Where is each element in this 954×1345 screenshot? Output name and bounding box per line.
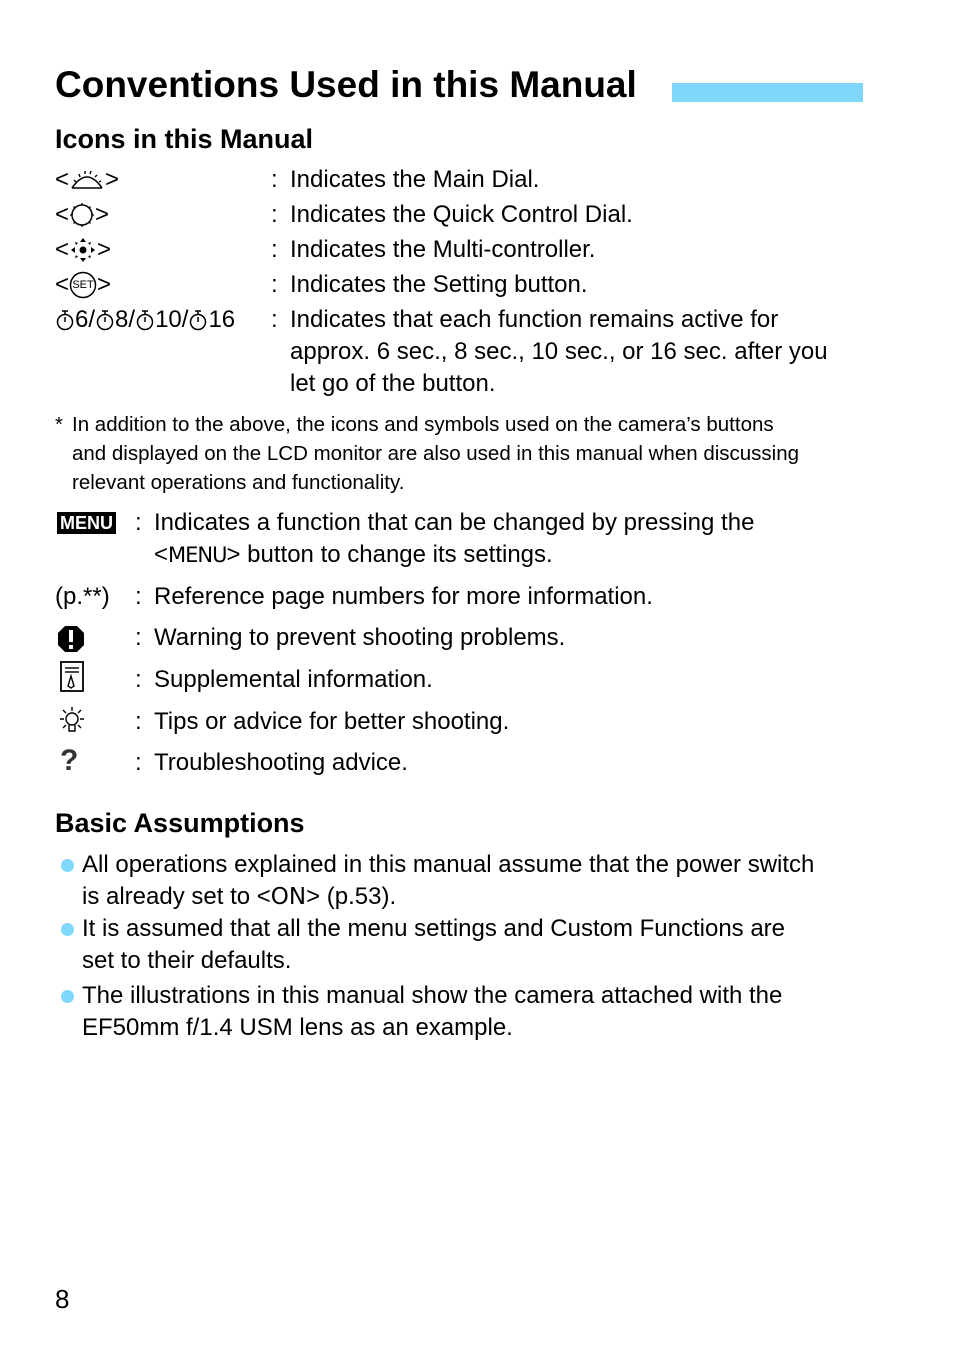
supplemental-symbol xyxy=(58,660,86,699)
tips-symbol xyxy=(56,705,88,742)
timer-desc-line-3: let go of the button. xyxy=(290,370,496,397)
note-mark: * xyxy=(55,413,63,436)
page-ref-symbol: (p.**) xyxy=(55,583,110,610)
main-dial-icon xyxy=(69,168,105,192)
bullet-icon xyxy=(61,923,74,936)
quick-control-dial-desc: Indicates the Quick Control Dial. xyxy=(290,201,633,228)
supplemental-desc: Supplemental information. xyxy=(154,666,433,693)
assumption-2-line-2: set to their defaults. xyxy=(82,947,292,974)
quick-control-dial-symbol: < > xyxy=(55,201,110,228)
troubleshoot-icon: ? xyxy=(60,744,79,777)
memo-icon xyxy=(58,660,86,694)
title-accent-bar xyxy=(672,83,863,102)
note-line-3: relevant operations and functionality. xyxy=(72,471,405,494)
tips-desc: Tips or advice for better shooting. xyxy=(154,708,510,735)
assumption-1-line-1: All operations explained in this manual assume that the power switch xyxy=(82,851,815,878)
assumption-2-line-1: It is assumed that all the menu settings and Custom Functions are xyxy=(82,915,786,942)
icons-section-heading: Icons in this Manual xyxy=(55,124,314,154)
menu-desc-line-1: Indicates a function that can be changed by pressing the xyxy=(154,509,755,536)
troubleshoot-desc: Troubleshooting advice. xyxy=(154,749,408,776)
set-button-desc: Indicates the Setting button. xyxy=(290,271,588,298)
assumption-3-line-1: The illustrations in this manual show the camera attached with the xyxy=(82,982,783,1009)
timer-icon xyxy=(188,308,208,332)
note-line-1: In addition to the above, the icons and symbols used on the camera’s buttons xyxy=(72,413,774,436)
multi-controller-icon xyxy=(69,236,97,264)
page-number: 8 xyxy=(55,1284,70,1314)
menu-button-label: MENU xyxy=(168,543,227,567)
timer-desc-line-2: approx. 6 sec., 8 sec., 10 sec., or 16 sec. after you xyxy=(290,338,828,365)
set-button-icon: SET xyxy=(69,271,97,299)
basic-assumptions-heading: Basic Assumptions xyxy=(55,808,305,838)
bullet-icon xyxy=(61,859,74,872)
timer-icon xyxy=(135,308,155,332)
main-dial-symbol: < > xyxy=(55,166,120,193)
warning-symbol xyxy=(56,624,86,659)
assumption-3-line-2: EF50mm f/1.4 USM lens as an example. xyxy=(82,1014,513,1041)
main-dial-desc: Indicates the Main Dial. xyxy=(290,166,540,193)
note-line-2: and displayed on the LCD monitor are also used in this manual when discussing xyxy=(72,442,800,465)
timer-desc-line-1: Indicates that each function remains active for xyxy=(290,306,779,333)
menu-icon: MENU xyxy=(57,512,116,534)
assumption-1-line-2: is already set to <ON> (p.53). xyxy=(82,883,397,910)
on-label: ON xyxy=(270,884,307,910)
timer-icon xyxy=(95,308,115,332)
page-ref-desc: Reference page numbers for more information. xyxy=(154,583,653,610)
menu-desc-line-2: <MENU> button to change its settings. xyxy=(154,541,553,568)
page-title: Conventions Used in this Manual xyxy=(55,64,637,105)
multi-controller-desc: Indicates the Multi-controller. xyxy=(290,236,596,263)
warning-desc: Warning to prevent shooting problems. xyxy=(154,624,566,651)
quick-control-dial-icon xyxy=(69,202,95,228)
warning-icon xyxy=(56,624,86,654)
multi-controller-symbol: < > xyxy=(55,236,112,263)
timer-icon xyxy=(55,308,75,332)
timer-symbols: 6 / 8 / 10 / 16 xyxy=(55,304,235,336)
bullet-icon xyxy=(61,990,74,1003)
menu-symbol xyxy=(57,512,116,534)
set-button-symbol: < SET > xyxy=(55,271,112,298)
lightbulb-icon xyxy=(56,705,88,737)
